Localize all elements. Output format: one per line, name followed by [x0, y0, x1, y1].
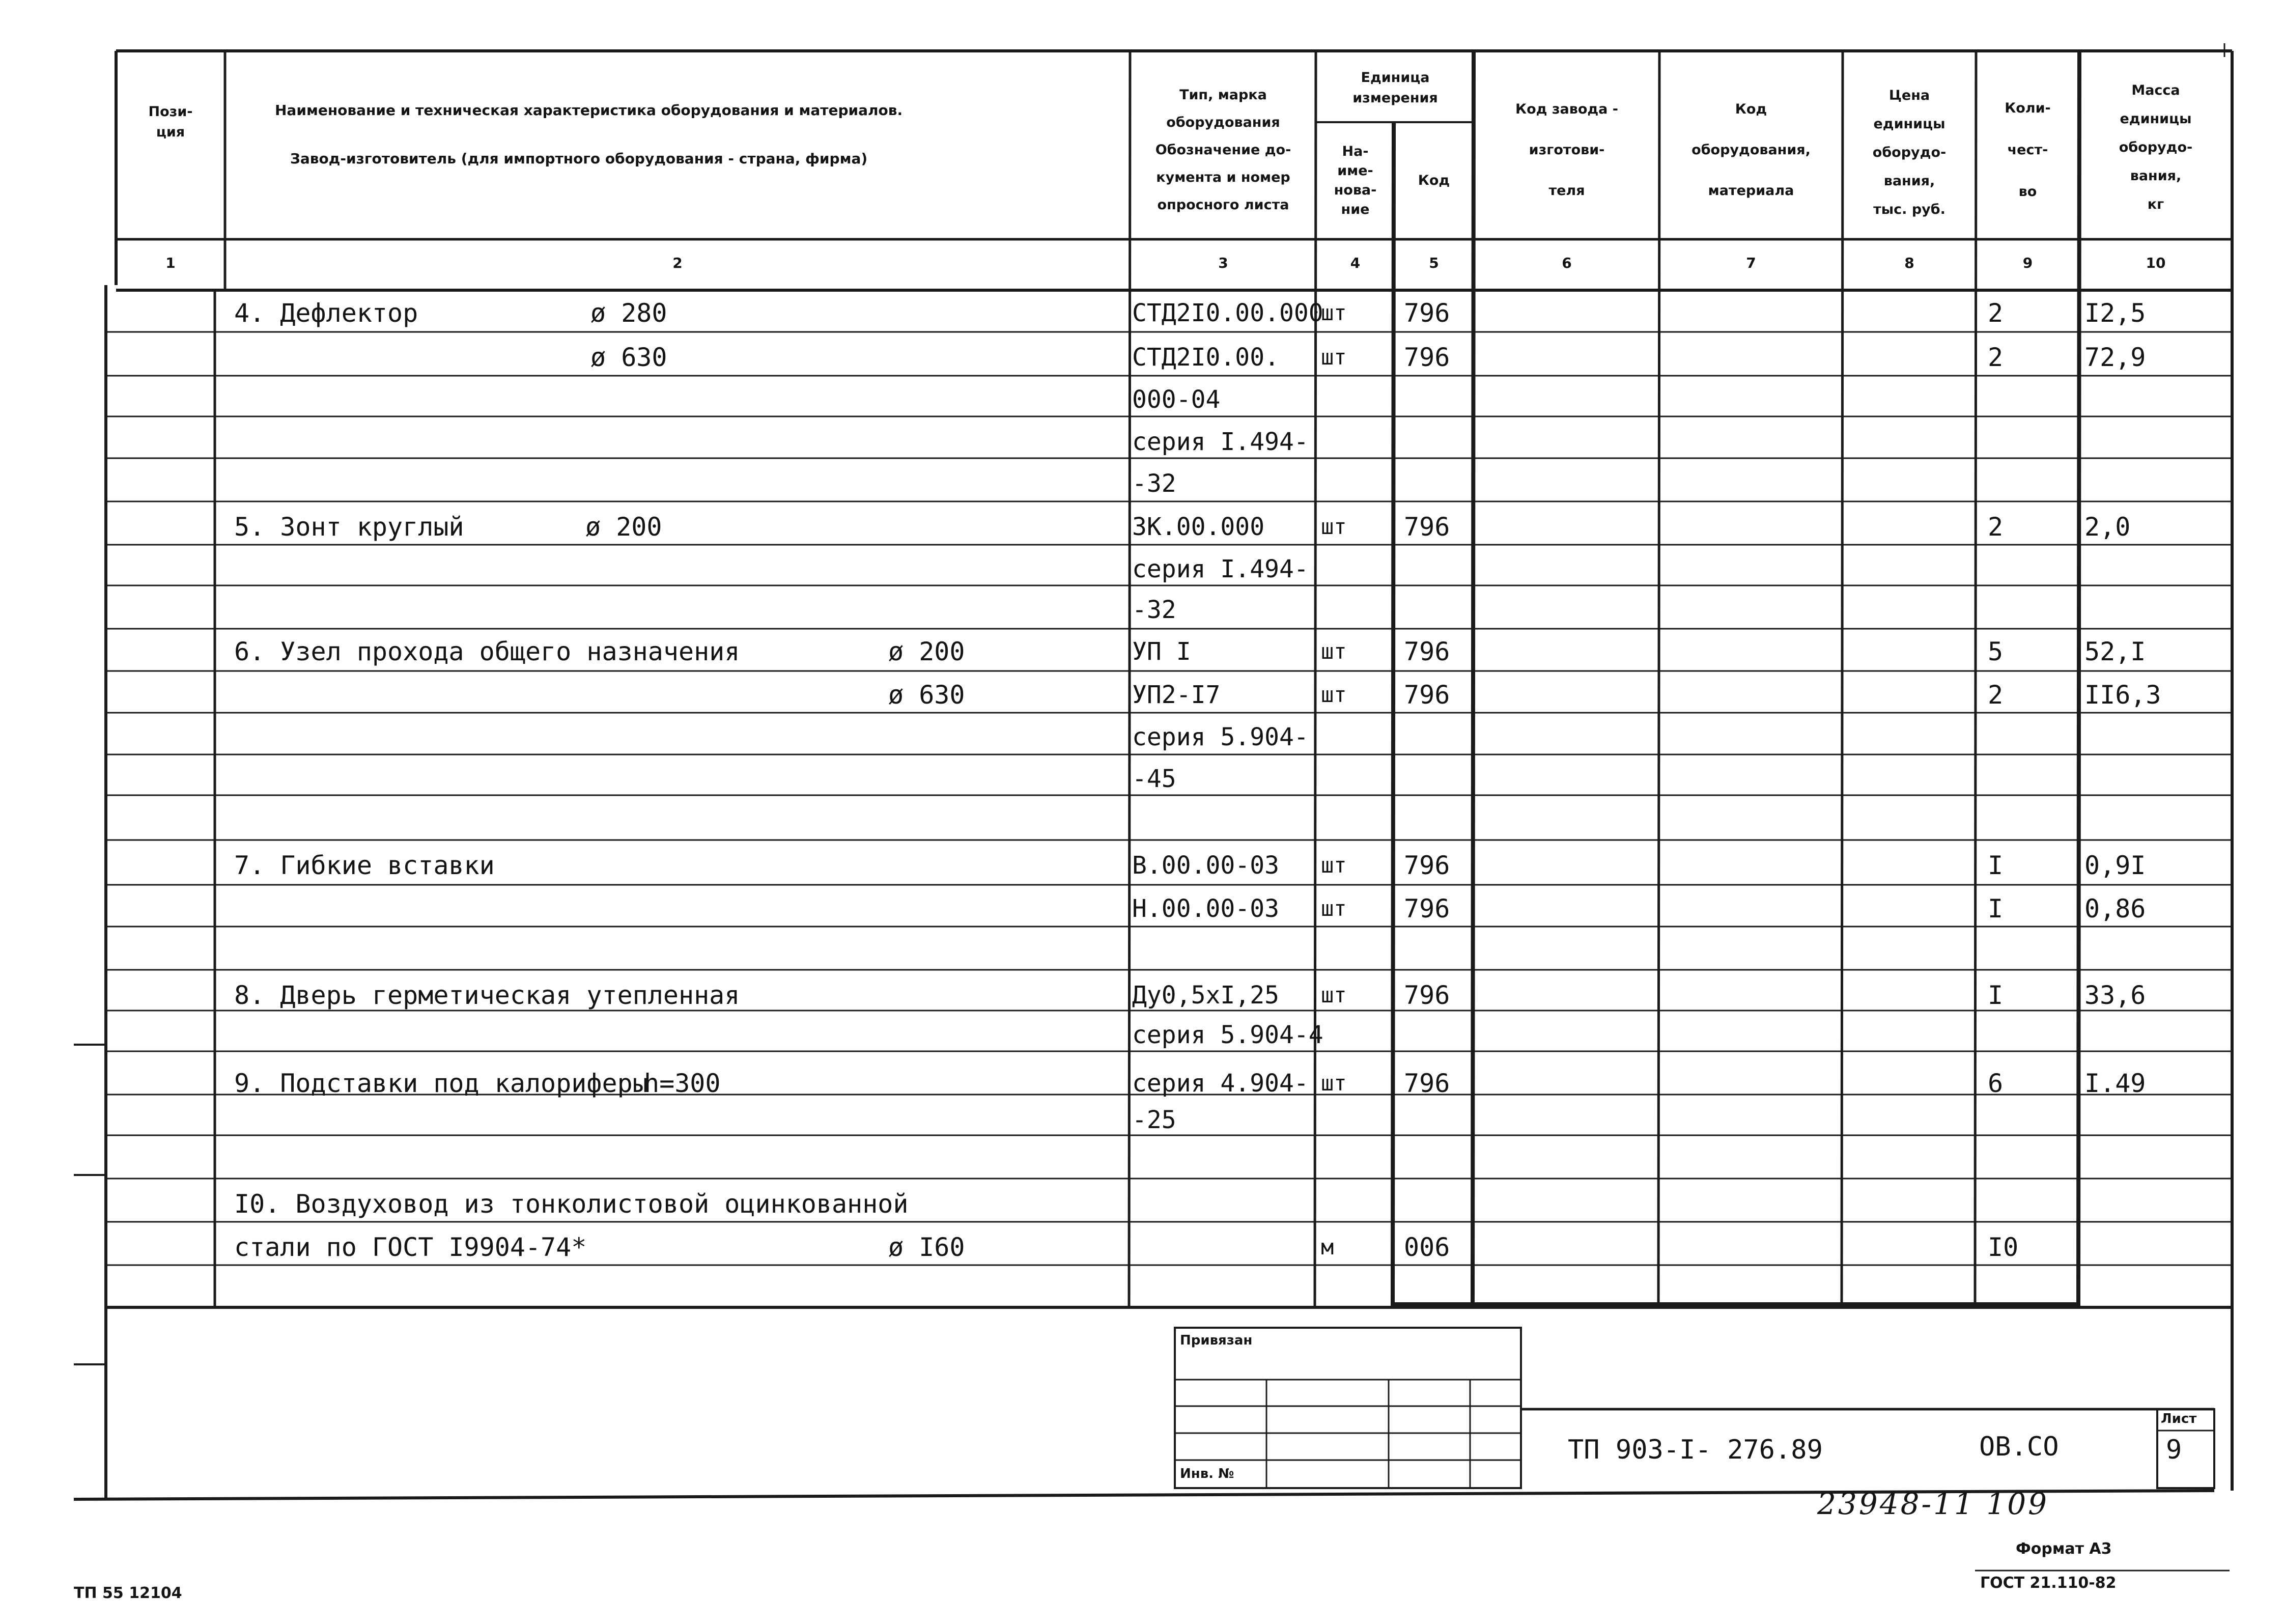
- row-dia: ø I60: [888, 1233, 965, 1262]
- sheet-number: 9: [2166, 1435, 2182, 1465]
- row-code: 796: [1404, 981, 1450, 1010]
- row-code: 796: [1404, 894, 1450, 923]
- header-name-line1: Наименование и техническая характеристика оборудования и материалов.: [275, 102, 903, 119]
- row-type: ЗК.00.000: [1132, 513, 1265, 541]
- row-qty: 2: [1988, 343, 2004, 372]
- row-type: СТД2I0.00.000: [1132, 299, 1323, 327]
- row-name: 5. Зонт круглый: [234, 512, 464, 542]
- row-type: Н.00.00-03: [1132, 894, 1279, 923]
- header-unit-group: Единица измерения: [1352, 70, 1438, 106]
- row-qty: 2: [1988, 298, 2004, 328]
- row-type: УП2-I7: [1132, 681, 1221, 709]
- sheet-label: Лист: [2161, 1411, 2197, 1426]
- row-dia: ø 630: [888, 680, 965, 710]
- row-unit: шт: [1321, 1071, 1347, 1096]
- row-name: стали по ГОСТ I9904-74*: [234, 1233, 587, 1262]
- row-dia: ø 280: [590, 298, 667, 328]
- row-name: 8. Дверь герметическая утепленная: [234, 981, 740, 1010]
- header-unit-code: Код: [1418, 173, 1450, 188]
- row-code: 796: [1404, 680, 1450, 710]
- row-mass: 0,9I: [2084, 851, 2146, 880]
- print-id: ТП 55 12104: [74, 1584, 182, 1602]
- row-mass: II6,3: [2084, 680, 2161, 710]
- column-number: 10: [2146, 255, 2166, 271]
- column-number: 8: [1904, 255, 1914, 271]
- column-number: 7: [1746, 255, 1756, 271]
- row-dia: ø 200: [888, 637, 965, 666]
- row-code: 796: [1404, 343, 1450, 372]
- row-unit: шт: [1321, 682, 1347, 707]
- row-mass: I2,5: [2084, 298, 2146, 328]
- row-type: В.00.00-03: [1132, 851, 1279, 880]
- row-name: 9. Подставки под калориферы: [234, 1069, 648, 1098]
- row-unit: шт: [1321, 896, 1347, 921]
- column-number: 9: [2022, 255, 2033, 271]
- format-label: Формат А3: [2016, 1540, 2112, 1558]
- row-code: 796: [1404, 512, 1450, 542]
- header-price: Цена единицы оборудо- вания, тыс. руб.: [1872, 88, 1947, 217]
- column-number: 2: [672, 255, 683, 271]
- row-type: серия 5.904-: [1132, 723, 1309, 751]
- row-type: серия I.494-: [1132, 555, 1309, 583]
- row-type: -32: [1132, 469, 1176, 498]
- row-mass: 52,I: [2084, 637, 2146, 666]
- header-mass: Масса единицы оборудо- вания, кг: [2119, 82, 2193, 212]
- header-equipment-code: Код оборудования, материала: [1691, 101, 1811, 199]
- column-number: 5: [1429, 255, 1439, 271]
- row-dia: h=300: [644, 1069, 721, 1098]
- column-number: 4: [1350, 255, 1361, 271]
- row-type: Ду0,5хI,25: [1132, 981, 1279, 1010]
- row-type: 000-04: [1132, 385, 1221, 414]
- row-code: 796: [1404, 637, 1450, 666]
- stamp-inv-number: Инв. №: [1180, 1466, 1234, 1481]
- row-type: серия I.494-: [1132, 428, 1309, 456]
- row-code: 796: [1404, 1069, 1450, 1098]
- row-type: -25: [1132, 1106, 1176, 1134]
- row-code: 796: [1404, 851, 1450, 880]
- row-dia: ø 630: [590, 343, 667, 372]
- row-code: 796: [1404, 298, 1450, 328]
- row-type: СТД2I0.00.: [1132, 343, 1279, 372]
- row-qty: I: [1988, 894, 2004, 923]
- column-number: 1: [165, 255, 176, 271]
- row-qty: I: [1988, 981, 2004, 1010]
- row-mass: 0,86: [2084, 894, 2146, 923]
- row-unit: м: [1321, 1235, 1334, 1259]
- header-plant-code: Код завода - изготови- теля: [1515, 101, 1618, 199]
- row-type: серия 4.904-: [1132, 1069, 1309, 1098]
- row-type: УП I: [1132, 637, 1191, 666]
- row-qty: I: [1988, 851, 2004, 880]
- header-name-line2: Завод-изготовитель (для импортного оборудования - страна, фирма): [290, 150, 868, 167]
- row-qty: 2: [1988, 680, 2004, 710]
- row-qty: 6: [1988, 1069, 2004, 1098]
- row-mass: 33,6: [2084, 981, 2146, 1010]
- row-name: 6. Узел прохода общего назначения: [234, 637, 740, 666]
- column-number: 6: [1562, 255, 1572, 271]
- row-unit: шт: [1321, 345, 1347, 370]
- row-qty: I0: [1988, 1233, 2019, 1262]
- row-type: -45: [1132, 765, 1176, 793]
- document-mark: ОВ.СО: [1979, 1432, 2059, 1462]
- row-unit: шт: [1321, 514, 1347, 539]
- row-unit: шт: [1321, 639, 1347, 664]
- row-mass: I.49: [2084, 1069, 2146, 1098]
- row-qty: 2: [1988, 512, 2004, 542]
- handwritten-number: 23948-11 109: [1817, 1487, 2049, 1521]
- row-name: 7. Гибкие вставки: [234, 851, 495, 880]
- row-mass: 72,9: [2084, 343, 2146, 372]
- row-name: 4. Дефлектор: [234, 298, 418, 328]
- row-code: 006: [1404, 1233, 1450, 1262]
- column-number: 3: [1218, 255, 1228, 271]
- row-unit: шт: [1321, 853, 1347, 878]
- row-dia: ø 200: [585, 512, 662, 542]
- header-unit-name: На- име- нова- ние: [1334, 144, 1377, 217]
- document-code: ТП 903-I- 276.89: [1568, 1435, 1823, 1465]
- header-position: Пози- ция: [148, 104, 193, 140]
- stamp-privyazan: Привязан: [1180, 1333, 1253, 1348]
- row-type: -32: [1132, 596, 1176, 624]
- row-type: серия 5.904-4: [1132, 1021, 1323, 1049]
- row-qty: 5: [1988, 637, 2004, 666]
- gost-label: ГОСТ 21.110-82: [1980, 1574, 2117, 1592]
- row-name: I0. Воздуховод из тонколистовой оцинкованной: [234, 1189, 909, 1219]
- row-unit: шт: [1321, 983, 1347, 1007]
- header-type: Тип, марка оборудования Обозначение до- кумента и номер опросного листа: [1155, 87, 1291, 213]
- header-quantity: Коли- чест- во: [2005, 100, 2051, 200]
- row-mass: 2,0: [2084, 512, 2131, 542]
- row-unit: шт: [1321, 300, 1347, 325]
